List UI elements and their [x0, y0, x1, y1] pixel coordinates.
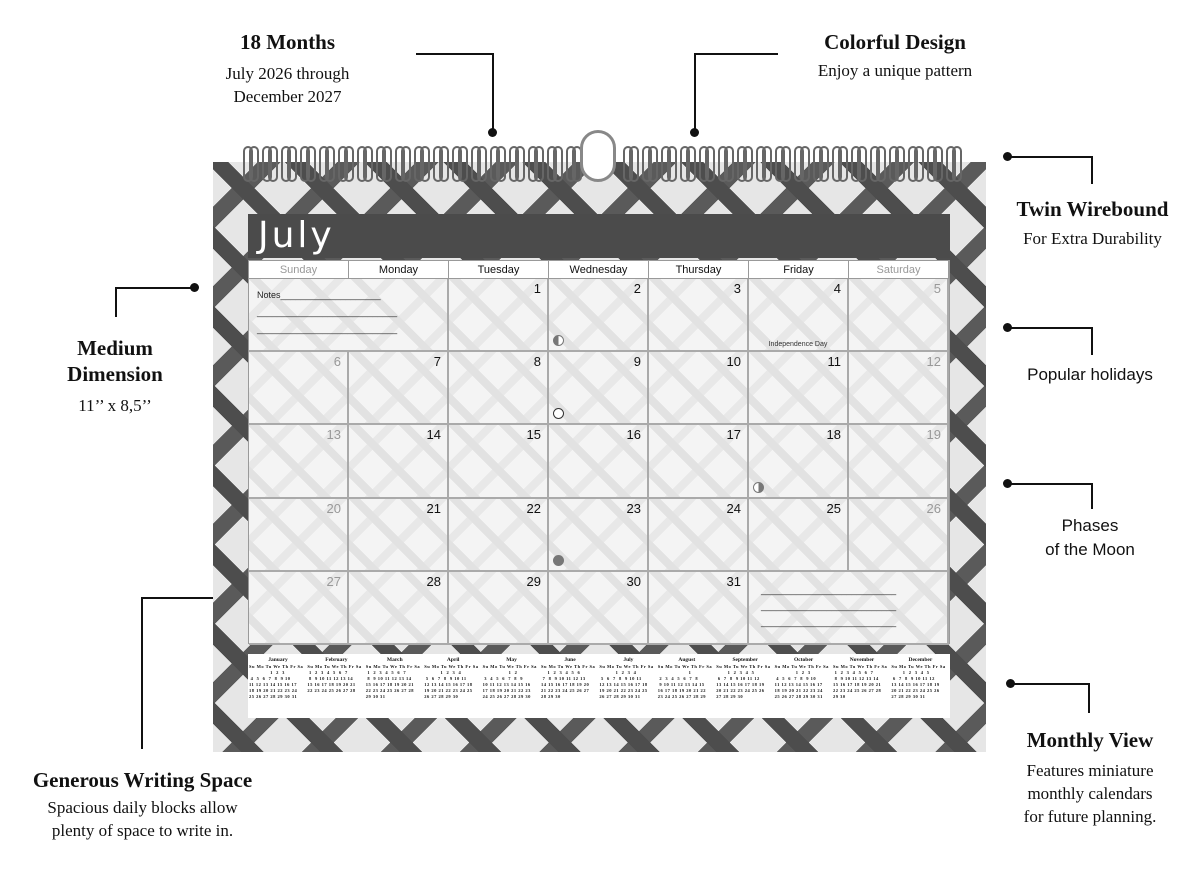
- wire-coil: [648, 146, 658, 182]
- moon-phase-icon: [553, 555, 564, 566]
- wire-coil: [857, 146, 867, 182]
- wire-coil: [534, 146, 544, 182]
- month-banner: [248, 214, 950, 258]
- day-cell: [449, 499, 549, 572]
- wire-coil: [838, 146, 848, 182]
- day-cell: [449, 572, 549, 645]
- dimension-leader-line: [115, 287, 193, 289]
- day-cell: [749, 279, 849, 352]
- months-leader-line-vertical: [492, 53, 494, 131]
- wall-calendar: [213, 162, 986, 752]
- moon-phase-icon: [553, 335, 564, 346]
- mini-month-calendar: [716, 656, 774, 718]
- notes-area: Notes____________________ ____________________________ ____________________________: [257, 290, 398, 334]
- mini-month-days: Su Mo Tu We Th Fr Sa 1 2 3 4 5 6 7 8 9 10 11 12 13 14 15 16 17 18 19 20 21 22 23 24 25 26 27 28 29 30: [833, 664, 888, 699]
- wire-coil: [667, 146, 677, 182]
- wire-coil: [724, 146, 734, 182]
- day-cell: [849, 499, 949, 572]
- day-cell: [649, 425, 749, 498]
- day-cell: [249, 499, 349, 572]
- day-cell: [549, 352, 649, 425]
- wire-coil: [686, 146, 696, 182]
- day-number: 4: [833, 281, 841, 296]
- wire-coil: [363, 146, 373, 182]
- mini-month-name: January: [268, 657, 288, 663]
- wire-leader-line: [1007, 156, 1093, 158]
- day-cell: [249, 425, 349, 498]
- holidays-leader-line: [1007, 327, 1093, 329]
- day-number: 9: [633, 354, 641, 370]
- day-number: 28: [426, 573, 441, 589]
- day-number: 18: [826, 427, 841, 443]
- wire-callout-text: For Extra Durability: [1023, 229, 1162, 248]
- day-cell: [649, 499, 749, 572]
- wire-coil: [876, 146, 886, 182]
- weekday-header: Friday: [749, 261, 849, 279]
- mini-month-calendar: [307, 656, 365, 718]
- wire-coil: [249, 146, 259, 182]
- day-number: 24: [726, 500, 741, 516]
- wire-coil: [743, 146, 753, 182]
- day-number: 17: [726, 427, 741, 443]
- holiday-label: Independence Day: [768, 341, 828, 349]
- day-cell: [749, 425, 849, 498]
- mini-month-calendar: [891, 656, 949, 718]
- wire-callout-title: Twin Wirebound: [1016, 197, 1169, 221]
- extra-notes-lines: ___________________________ ___________________________ ___________________________: [761, 584, 897, 627]
- wire-coil: [800, 146, 810, 182]
- wire-hanger-hook: [580, 130, 616, 182]
- weekday-header: Saturday: [849, 261, 949, 279]
- writing-callout-title: Generous Writing Space: [32, 768, 253, 792]
- mini-month-days: Su Mo Tu We Th Fr Sa 1 2 3 4 5 6 7 8 9 10 11 12 13 14 15 16 17 18 19 20 21 22 23 24 25 26 27 28 29 30: [482, 664, 537, 699]
- day-number: 22: [526, 500, 541, 516]
- day-number: 20: [326, 500, 341, 516]
- day-cell: [849, 425, 949, 498]
- moon-leader-line: [1007, 483, 1093, 485]
- months-leader-dot: [488, 128, 497, 137]
- day-cell: [549, 499, 649, 572]
- mini-month-calendar: [658, 656, 716, 718]
- mini-month-calendar: [599, 656, 657, 718]
- mini-month-calendar: [483, 656, 541, 718]
- day-cell: [649, 279, 749, 352]
- mini-month-calendar: [541, 656, 599, 718]
- day-number: 14: [426, 427, 441, 443]
- day-number: 29: [526, 573, 541, 589]
- empty-cell: [749, 572, 949, 645]
- months-callout-text: July 2026 through December 2027: [225, 64, 350, 106]
- wire-coil: [458, 146, 468, 182]
- day-cell: [749, 352, 849, 425]
- mini-month-name: April: [446, 657, 460, 663]
- day-cell: [249, 572, 349, 645]
- day-number: 3: [733, 281, 741, 296]
- holidays-leader-line-vertical: [1091, 327, 1093, 355]
- empty-cell: [249, 279, 449, 352]
- mini-month-days: Su Mo Tu We Th Fr Sa 1 2 3 4 5 6 7 8 9 10 11 12 13 14 15 16 17 18 19 20 21 22 23 24 25 26 27 28 29: [657, 664, 713, 699]
- mini-month-days: Su Mo Tu We Th Fr Sa 1 2 3 4 5 6 7 8 9 10 11 12 13 14 15 16 17 18 19 20 21 22 23 24 25 26 27 28 29 30 31: [365, 664, 421, 699]
- day-cell: [849, 279, 949, 352]
- wire-coil: [496, 146, 506, 182]
- weekday-header: Monday: [349, 261, 449, 279]
- day-number: 13: [326, 427, 341, 443]
- wire-coil: [895, 146, 905, 182]
- wire-coil: [629, 146, 639, 182]
- holidays-callout-text: Popular holidays: [1027, 365, 1153, 384]
- dimension-callout-title-line1: Medium: [77, 336, 153, 360]
- wire-coil: [762, 146, 772, 182]
- day-number: 16: [626, 427, 641, 443]
- moon-phase-icon: [753, 482, 764, 493]
- design-leader-line-vertical: [694, 53, 696, 131]
- writing-callout-text: Spacious daily blocks allow plenty of space to write in.: [47, 798, 238, 840]
- moon-callout-text: Phases of the Moon: [1045, 516, 1135, 559]
- wire-coil: [952, 146, 962, 182]
- wire-coil: [344, 146, 354, 182]
- day-number: 27: [326, 573, 341, 589]
- day-cell: [349, 499, 449, 572]
- wire-coil: [553, 146, 563, 182]
- day-number: 26: [926, 500, 941, 516]
- dimension-callout-text: 11’’ x 8,5’’: [78, 396, 152, 415]
- mini-month-calendar: [249, 656, 307, 718]
- wire-coil: [287, 146, 297, 182]
- day-number: 21: [426, 500, 441, 516]
- weekday-header: Tuesday: [449, 261, 549, 279]
- mini-month-days: Su Mo Tu We Th Fr Sa 1 2 3 4 5 6 7 8 9 10 11 12 13 14 15 16 17 18 19 20 21 22 23 24 25 26 27 28: [307, 664, 362, 693]
- mini-month-days: Su Mo Tu We Th Fr Sa 1 2 3 4 5 6 7 8 9 10 11 12 13 14 15 16 17 18 19 20 21 22 23 24 25 26 27 28 29 30 31: [774, 664, 829, 699]
- dimension-leader-dot: [190, 283, 199, 292]
- day-number: 31: [726, 573, 741, 589]
- day-number: 6: [333, 354, 341, 370]
- day-cell: [649, 572, 749, 645]
- wire-coil: [933, 146, 943, 182]
- day-number: 19: [926, 427, 941, 443]
- day-cell: [349, 352, 449, 425]
- weekday-header: Thursday: [649, 261, 749, 279]
- day-number: 10: [726, 354, 741, 370]
- mini-month-name: May: [506, 657, 517, 663]
- wire-coil: [268, 146, 278, 182]
- mini-month-name: June: [564, 657, 576, 663]
- mini-month-days: Su Mo Tu We Th Fr Sa 1 2 3 4 5 6 7 8 9 10 11 12 13 14 15 16 17 18 19 20 21 22 23 24 25 26 27 28 29 30 31: [249, 664, 304, 699]
- mini-month-name: August: [678, 657, 696, 663]
- monthly-leader-line: [1010, 683, 1090, 685]
- mini-month-calendar: [775, 656, 833, 718]
- day-cell: [349, 572, 449, 645]
- wire-coil: [781, 146, 791, 182]
- day-number: 2: [633, 281, 641, 296]
- mini-month-calendar: [833, 656, 891, 718]
- design-leader-line: [694, 53, 778, 55]
- day-number: 25: [826, 500, 841, 516]
- mini-month-name: October: [793, 657, 814, 663]
- wire-coil: [914, 146, 924, 182]
- mini-month-name: February: [325, 657, 348, 663]
- day-number: 8: [533, 354, 541, 370]
- wire-coil: [306, 146, 316, 182]
- wire-coil: [382, 146, 392, 182]
- design-callout-text: Enjoy a unique pattern: [817, 61, 973, 80]
- day-cell: [449, 279, 549, 352]
- dimension-callout-title-line2: Dimension: [67, 362, 163, 386]
- mini-month-days: Su Mo Tu We Th Fr Sa 1 2 3 4 5 6 7 8 9 10 11 12 13 14 15 16 17 18 19 20 21 22 23 24 25 26 27 28 29 30: [541, 664, 596, 699]
- moon-phase-icon: [553, 408, 564, 419]
- day-number: 1: [533, 281, 541, 296]
- mini-month-name: November: [849, 657, 875, 663]
- wire-coil: [401, 146, 411, 182]
- mini-month-days: Su Mo Tu We Th Fr Sa 1 2 3 4 5 6 7 8 9 10 11 12 13 14 15 16 17 18 19 20 21 22 23 24 25 26 27 28 29 30 31: [891, 664, 946, 699]
- wire-leader-line-vertical: [1091, 156, 1093, 184]
- mini-month-name: July: [623, 657, 634, 663]
- day-number: 15: [526, 427, 541, 443]
- day-cell: [449, 352, 549, 425]
- wire-coil: [705, 146, 715, 182]
- mini-month-calendar: [424, 656, 482, 718]
- mini-month-days: Su Mo Tu We Th Fr Sa 1 2 3 4 5 6 7 8 9 10 11 12 13 14 15 16 17 18 19 20 21 22 23 24 25 26 27 28 29 30: [716, 664, 771, 699]
- weekday-header: Sunday: [249, 261, 349, 279]
- months-callout-title: 18 Months: [239, 30, 336, 54]
- mini-month-days: Su Mo Tu We Th Fr Sa 1 2 3 4 5 6 7 8 9 10 11 12 13 14 15 16 17 18 19 20 21 22 23 24 25 26 27 28 29 30 31: [599, 664, 654, 699]
- writing-leader-line-vertical: [141, 597, 143, 749]
- day-cell: [649, 352, 749, 425]
- monthly-callout-title: Monthly View: [1026, 728, 1154, 752]
- weekday-header: Wednesday: [549, 261, 649, 279]
- day-cell: [249, 352, 349, 425]
- day-number: 23: [626, 500, 641, 516]
- design-callout-title: Colorful Design: [824, 30, 966, 54]
- moon-leader-line-vertical: [1091, 483, 1093, 509]
- design-leader-dot: [690, 128, 699, 137]
- wire-coil: [515, 146, 525, 182]
- day-cell: [549, 572, 649, 645]
- wire-coil: [439, 146, 449, 182]
- mini-calendar-strip: [248, 654, 950, 718]
- day-number: 5: [933, 281, 941, 296]
- mini-month-name: March: [386, 657, 403, 663]
- mini-month-days: Su Mo Tu We Th Fr Sa 1 2 3 4 5 6 7 8 9 10 11 12 13 14 15 16 17 18 19 20 21 22 23 24 25 26 27 28 29 30: [424, 664, 479, 699]
- day-cell: [749, 499, 849, 572]
- wire-coil: [819, 146, 829, 182]
- wire-coil: [477, 146, 487, 182]
- dimension-leader-line-vertical: [115, 287, 117, 317]
- mini-month-name: December: [908, 657, 933, 663]
- monthly-leader-line-vertical: [1088, 683, 1090, 713]
- day-number: 7: [433, 354, 441, 370]
- day-cell: [549, 279, 649, 352]
- wire-coil: [325, 146, 335, 182]
- months-leader-line: [416, 53, 493, 55]
- month-title: July: [258, 215, 335, 256]
- wire-coil: [420, 146, 430, 182]
- day-cell: [349, 425, 449, 498]
- day-number: 11: [827, 354, 841, 370]
- day-cell: [849, 352, 949, 425]
- mini-month-name: September: [732, 657, 758, 663]
- month-grid: [248, 260, 950, 644]
- day-cell: [549, 425, 649, 498]
- day-number: 30: [626, 573, 641, 589]
- monthly-callout-text: Features miniature monthly calendars for future planning.: [1023, 761, 1157, 826]
- mini-month-calendar: [366, 656, 424, 718]
- day-number: 12: [926, 354, 941, 370]
- day-cell: [449, 425, 549, 498]
